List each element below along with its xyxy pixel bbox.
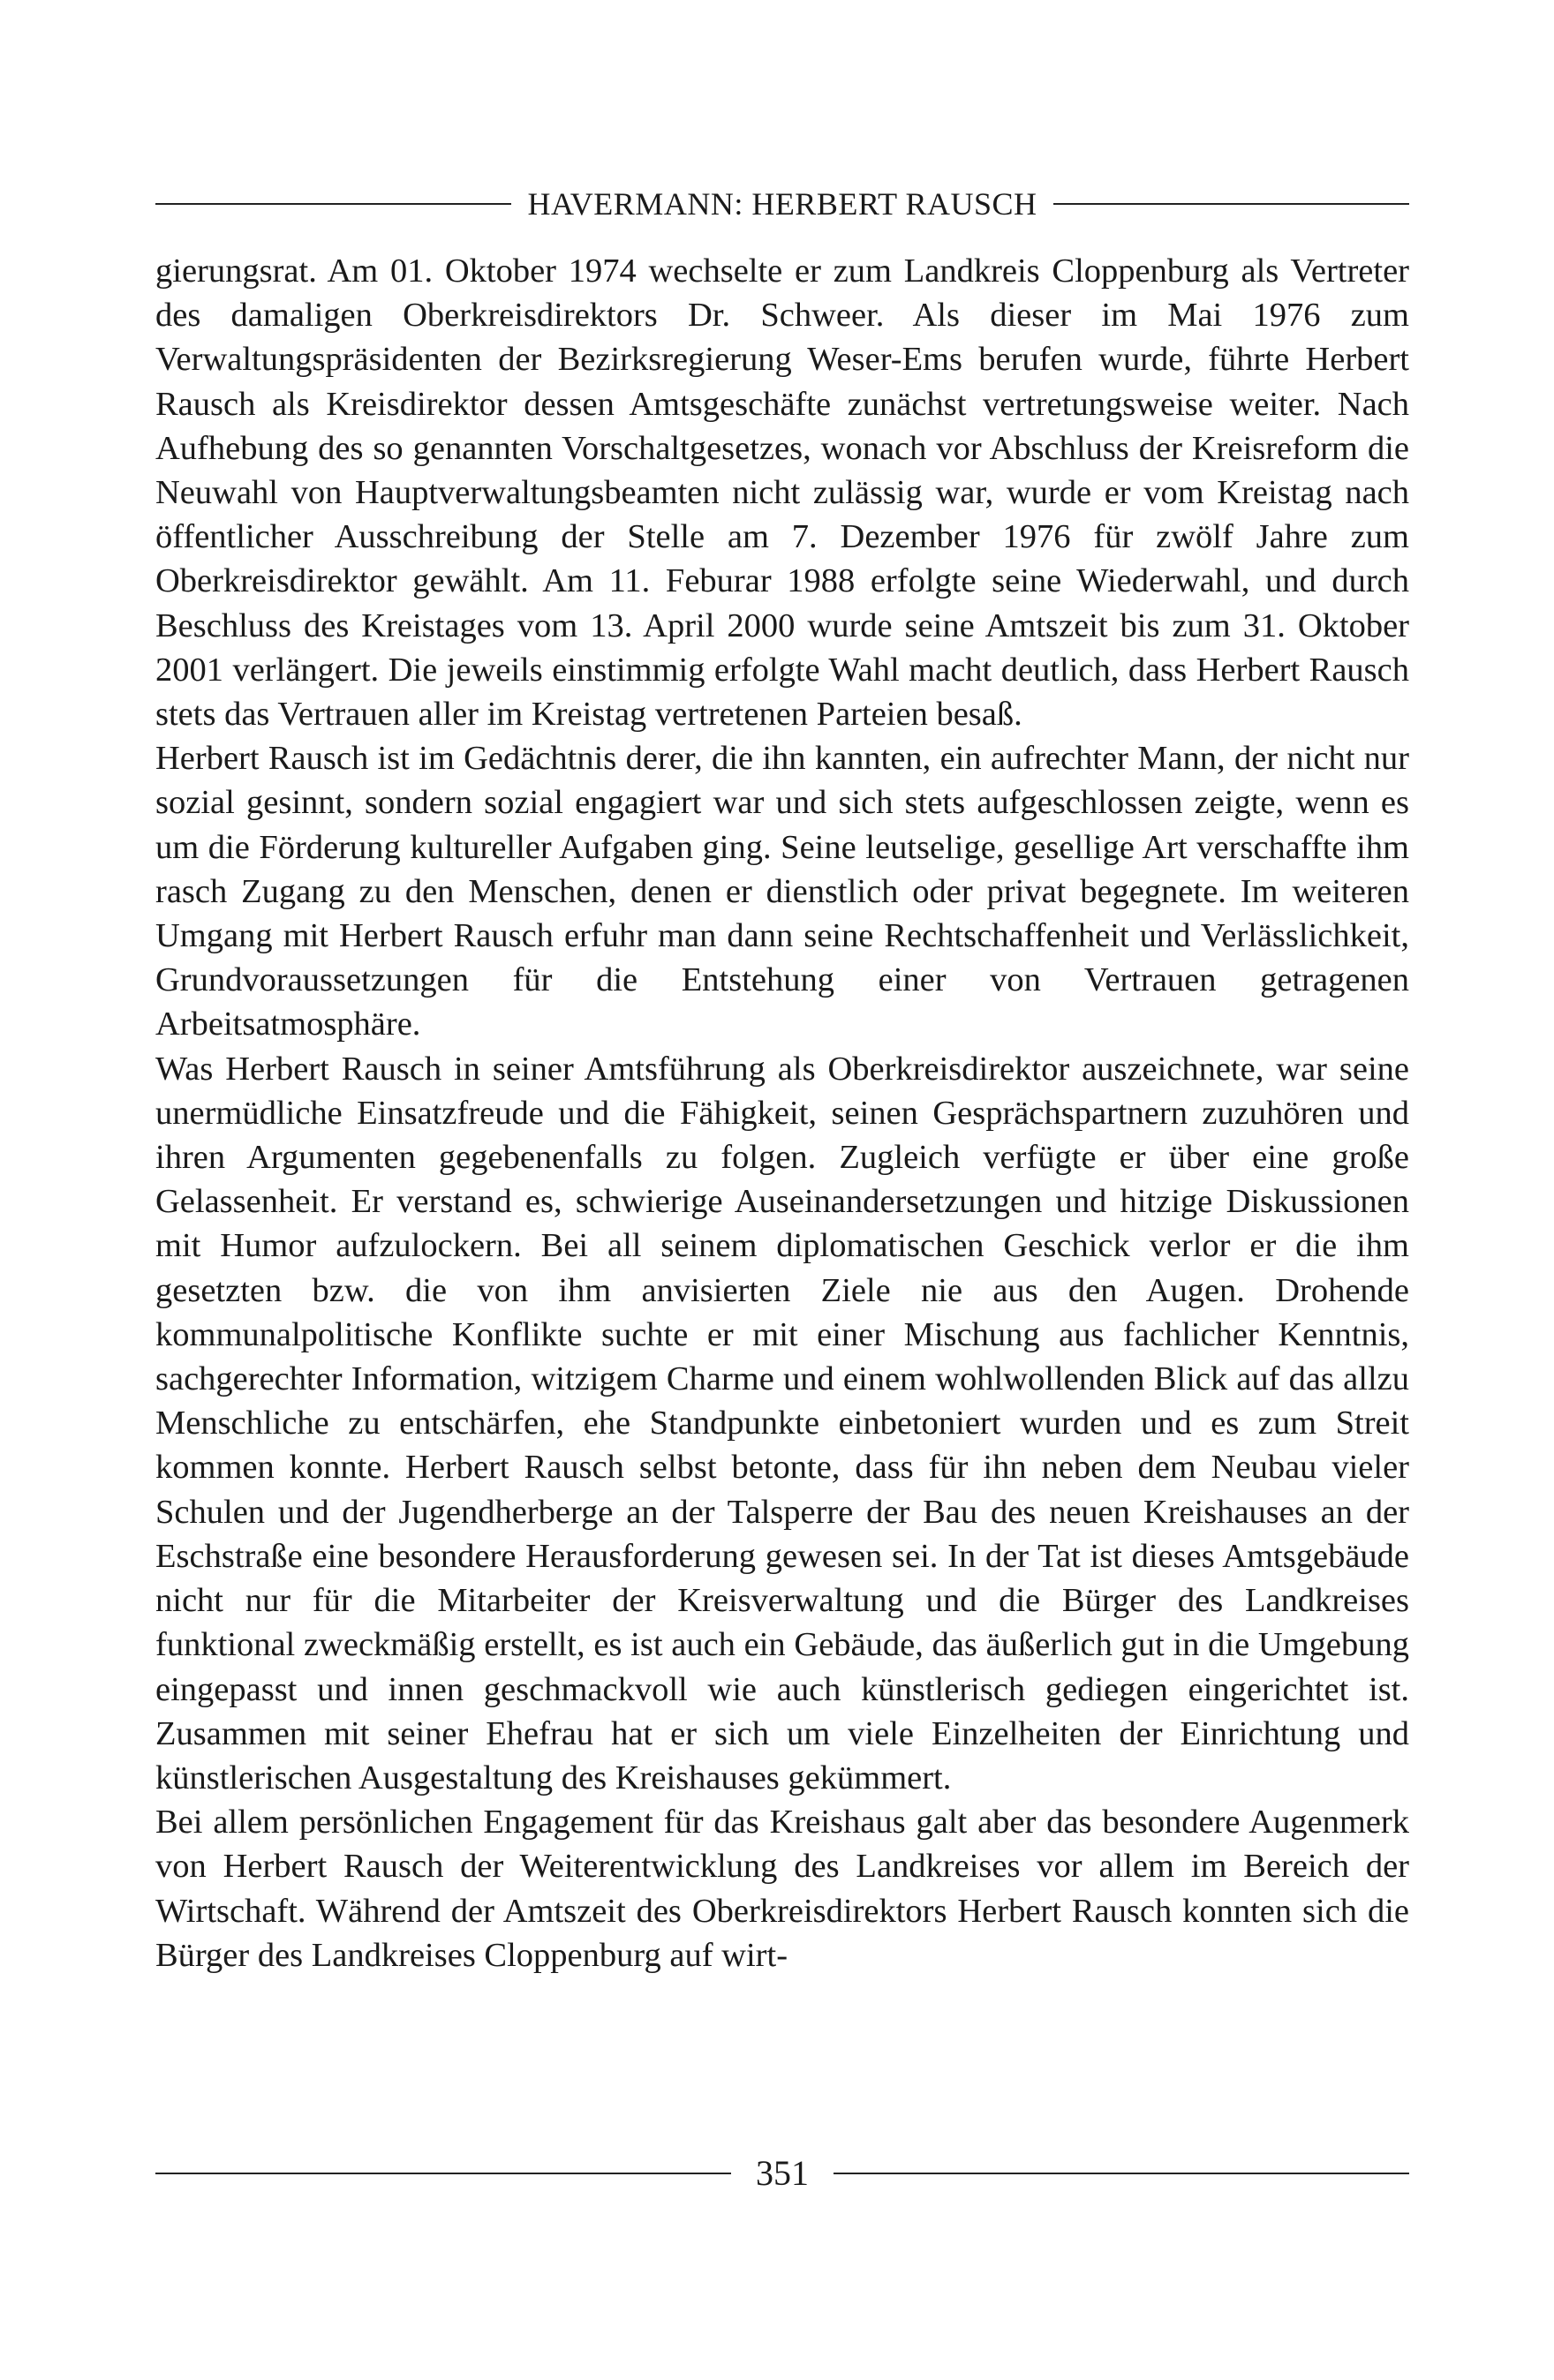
paragraph: gierungsrat. Am 01. Oktober 1974 wechselte er zum Landkreis Cloppenburg als Vertreter des damaligen Oberkreisdirektors Dr. Schweer. Als dieser im Mai 1976 zum Verwaltungspräsidenten der Bezirksregierung Weser-Ems berufen wurde, führte Herbert Rausch als Kreisdirektor dessen Amtsgeschäfte zunächst vertretungsweise weiter. Nach Aufhebung des so genannten Vorschaltgesetzes, wonach vor Abschluss der Kreisreform die Neuwahl von Hauptverwaltungsbeamten nicht zulässig war, wurde er vom Kreistag nach öffentlicher Ausschreibung der Stelle am 7. Dezember 1976 für zwölf Jahre zum Oberkreisdirektor gewählt. Am 11. Feburar 1988 erfolgte seine Wiederwahl, und durch Beschluss des Kreistages vom 13. April 2000 wurde seine Amtszeit bis zum 31. Oktober 2001 verlängert. Die jeweils einstimmig erfolgte Wahl macht deutlich, dass Herbert Rausch stets das Vertrauen aller im Kreistag vertretenen Parteien besaß.	[155, 252, 1409, 734]
running-head-title: HAVERMANN: HERBERT RAUSCH	[527, 186, 1037, 222]
paragraph: Herbert Rausch ist im Gedächtnis derer, die ihn kannten, ein aufrechter Mann, der nicht nur sozial gesinnt, sondern sozial engagiert war und sich stets aufgeschlossen zeigte, wenn es um die Förderung kultureller Aufgaben ging. Seine leutselige, gesellige Art verschaffte ihm rasch Zugang zu den Menschen, denen er dienstlich oder privat begegnete. Im weiteren Umgang mit Herbert Rausch erfuhr man dann seine Rechtschaffenheit und Verlässlichkeit, Grundvoraussetzungen für die Entstehung einer von Vertrauen getragenen Arbeitsatmosphäre.	[155, 740, 1409, 1043]
running-head-rule-right	[1053, 203, 1409, 205]
page-footer	[155, 2147, 1409, 2200]
footer-rule-left	[155, 2173, 731, 2174]
body-text	[155, 249, 1409, 1977]
paragraph: Bei allem persönlichen Engagement für das Kreishaus galt aber das besondere Augenmerk von Herbert Rausch der Weiterentwicklung des Landkreises vor allem im Bereich der Wirtschaft. Während der Amtszeit des Oberkreisdirektors Herbert Rausch konnten sich die Bürger des Landkreises Cloppenburg auf wirt-	[155, 1804, 1409, 1974]
running-head	[155, 182, 1409, 226]
running-head-rule-left	[155, 203, 511, 205]
footer-rule-right	[834, 2173, 1409, 2174]
paragraph: Was Herbert Rausch in seiner Amtsführung als Oberkreisdirektor auszeichnete, war seine unermüdliche Einsatzfreude und die Fähigkeit, seinen Gesprächspartnern zuzuhören und ihren Argumenten gegebenenfalls zu folgen. Zugleich verfügte er über eine große Gelassenheit. Er verstand es, schwierige Auseinandersetzungen und hitzige Diskussionen mit Humor aufzulockern. Bei all seinem diplomatischen Geschick verlor er die ihm gesetzten bzw. die von ihm anvisierten Ziele nie aus den Augen. Drohende kommunalpolitische Konflikte suchte er mit einer Mischung aus fachlicher Kenntnis, sachgerechter Information, witzigem Charme und einem wohlwollenden Blick auf das allzu Menschliche zu entschärfen, ehe Standpunkte einbetoniert wurden und es zum Streit kommen konnte. Herbert Rausch selbst betonte, dass für ihn neben dem Neubau vieler Schulen und der Jugendherberge an der Talsperre der Bau des neuen Kreishauses an der Eschstraße eine besondere Herausforderung gewesen sei. In der Tat ist dieses Amtsgebäude nicht nur für die Mitarbeiter der Kreisverwaltung und die Bürger des Landkreises funktional zweckmäßig erstellt, es ist auch ein Gebäude, das äußerlich gut in die Umgebung eingepasst und innen geschmackvoll wie auch künstlerisch gediegen eingerichtet ist. Zusammen mit seiner Ehefrau hat er sich um viele Einzelheiten der Einrichtung und künstlerischen Ausgestaltung des Kreishauses gekümmert.	[155, 1050, 1409, 1796]
page-number: 351	[756, 2153, 809, 2193]
